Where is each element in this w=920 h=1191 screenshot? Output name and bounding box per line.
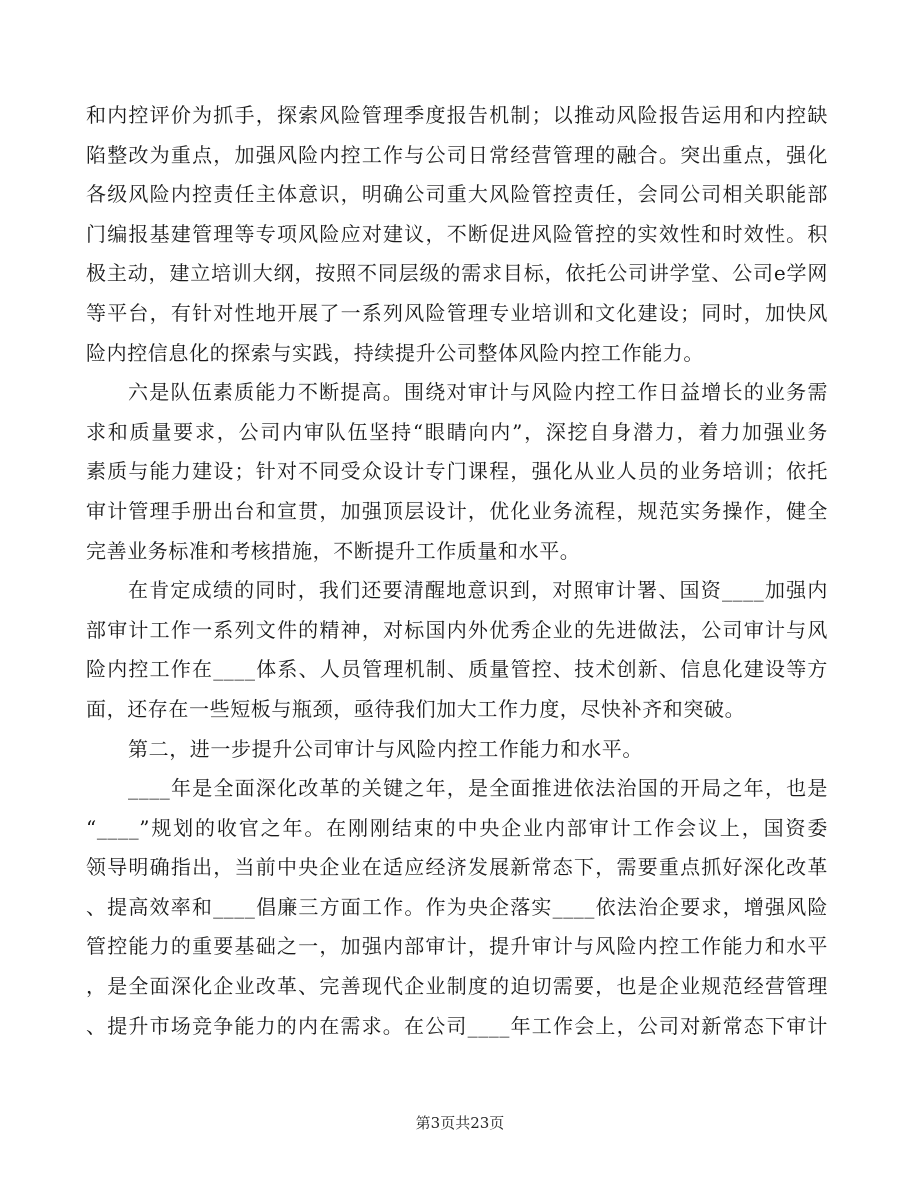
text-line: “____”规划的收官之年。在刚刚结束的中央企业内部审计工作会议上，国资委	[86, 815, 828, 840]
text-line: ，是全面深化企业改革、完善现代企业制度的迫切需要，也是企业规范经营管理	[86, 974, 828, 999]
text-line: 领导明确指出，当前中央企业在适应经济发展新常态下，需要重点抓好深化改革	[86, 855, 828, 880]
text-line: 和内控评价为抓手，探索风险管理季度报告机制；以推动风险报告运用和内控缺	[86, 103, 828, 127]
text-line: 审计管理手册出台和宣贯，加强顶层设计，优化业务流程，规范实务操作，健全	[86, 498, 828, 523]
paragraph-start-line: 在肯定成绩的同时，我们还要清醒地意识到，对照审计署、国资____加强内	[128, 578, 828, 603]
text-line: 极主动，建立培训大纲，按照不同层级的需求目标，依托公司讲学堂、公司e学网	[86, 261, 828, 286]
paragraph-start-line: 六是队伍素质能力不断提高。围绕对审计与风险内控工作日益增长的业务需	[128, 380, 828, 405]
text-line: 险内控信息化的探索与实践，持续提升公司整体风险内控工作能力。	[86, 340, 704, 365]
text-line: 管控能力的重要基础之一，加强内部审计，提升审计与风险内控工作能力和水平	[86, 934, 828, 959]
text-line: 、提高效率和____倡廉三方面工作。作为央企落实____依法治企要求，增强风险	[86, 894, 828, 919]
text-line: 各级风险内控责任主体意识，明确公司重大风险管控责任，会同公司相关职能部	[86, 182, 828, 207]
section-heading: 第二，进一步提升公司审计与风险内控工作能力和水平。	[128, 736, 643, 761]
text-line: 完善业务标准和考核措施，不断提升工作质量和水平。	[86, 538, 581, 563]
text-line: 门编报基建管理等专项风险应对建议，不断促进风险管控的实效性和时效性。积	[86, 221, 828, 246]
text-line: 等平台，有针对性地开展了一系列风险管理专业培训和文化建设；同时，加快风	[86, 300, 828, 325]
text-line: 面，还存在一些短板与瓶颈，亟待我们加大工作力度，尽快补齐和突破。	[86, 696, 746, 721]
document-body	[86, 96, 828, 1046]
paragraph-start-line: ____年是全面深化改革的关键之年，是全面推进依法治国的开局之年，也是	[128, 776, 828, 801]
text-line: 部审计工作一系列文件的精神，对标国内外优秀企业的先进做法，公司审计与风	[86, 617, 828, 642]
text-line: 素质与能力建设；针对不同受众设计专门课程，强化从业人员的业务培训；依托	[86, 459, 828, 484]
text-line: 求和质量要求，公司内审队伍坚持“眼睛向内”，深挖自身潜力，着力加强业务	[86, 419, 828, 444]
text-line: 险内控工作在____体系、人员管理机制、质量管控、技术创新、信息化建设等方	[86, 657, 828, 682]
text-line: 陷整改为重点，加强风险内控工作与公司日常经营管理的融合。突出重点，强化	[86, 142, 828, 167]
page-number: 第3页共23页	[415, 1114, 505, 1132]
text-line: 、提升市场竞争能力的内在需求。在公司____年工作会上，公司对新常态下审计	[86, 1013, 828, 1038]
